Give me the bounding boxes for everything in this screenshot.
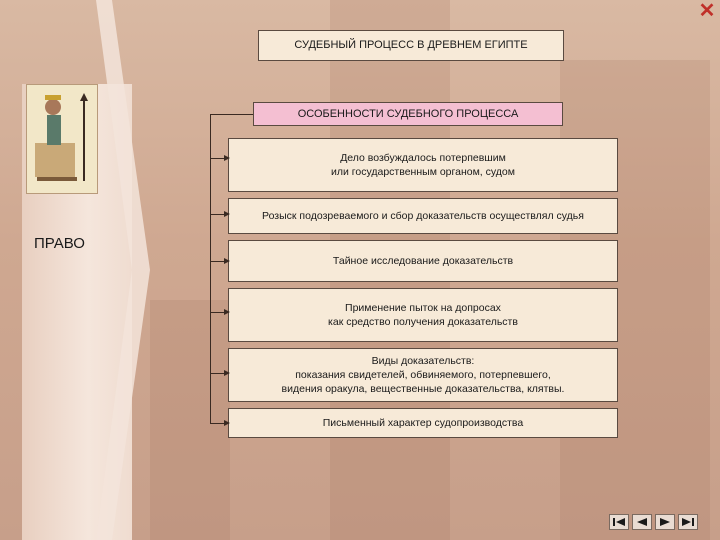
page-title: СУДЕБНЫЙ ПРОЦЕСС В ДРЕВНЕМ ЕГИПТЕ: [258, 30, 564, 61]
list-item-line: Дело возбуждалось потерпевшим: [340, 151, 506, 164]
list-item: [228, 288, 618, 342]
slide-navigation: [609, 514, 698, 530]
heading-box: ОСОБЕННОСТИ СУДЕБНОГО ПРОЦЕССА: [253, 102, 563, 126]
connector-line: [210, 114, 253, 115]
next-slide-icon[interactable]: [655, 514, 675, 530]
list-item: [228, 138, 618, 192]
first-slide-icon[interactable]: [609, 514, 629, 530]
list-item-line: показания свидетелей, обвиняемого, потерпевшего,: [295, 368, 551, 381]
background-column: [150, 300, 230, 540]
last-slide-icon[interactable]: [678, 514, 698, 530]
list-item-line: или государственным органом, судом: [331, 166, 515, 178]
connector-line-vertical: [210, 114, 211, 424]
list-item-line: Тайное исследование доказательств: [332, 254, 514, 267]
arrow-icon: [224, 420, 230, 426]
arrow-icon: [224, 258, 230, 264]
arrow-icon: [224, 211, 230, 217]
egyptian-figure-image: [26, 84, 98, 194]
list-item: [228, 240, 618, 282]
section-label: ПРАВО: [34, 235, 85, 252]
list-item-line: Розыск подозреваемого и сбор доказательств осуществлял судья: [262, 209, 584, 222]
list-item-line: видения оракула, вещественные доказательства, клятвы.: [281, 383, 565, 396]
arrow-icon: [224, 155, 230, 161]
list-item-line: как средство получения доказательств: [328, 316, 518, 328]
arrow-icon: [224, 309, 230, 315]
prev-slide-icon[interactable]: [632, 514, 652, 530]
left-arrow-shape: [0, 0, 150, 540]
list-item: [228, 348, 618, 402]
list-item-line: Письменный характер судопроизводства: [322, 416, 524, 429]
list-item-line: Применение пыток на допросах: [345, 301, 501, 314]
list-item: [228, 198, 618, 234]
arrow-icon: [224, 370, 230, 376]
list-item: [228, 408, 618, 438]
close-icon[interactable]: ✕: [698, 0, 716, 22]
list-item-line: Виды доказательств:: [371, 354, 475, 367]
